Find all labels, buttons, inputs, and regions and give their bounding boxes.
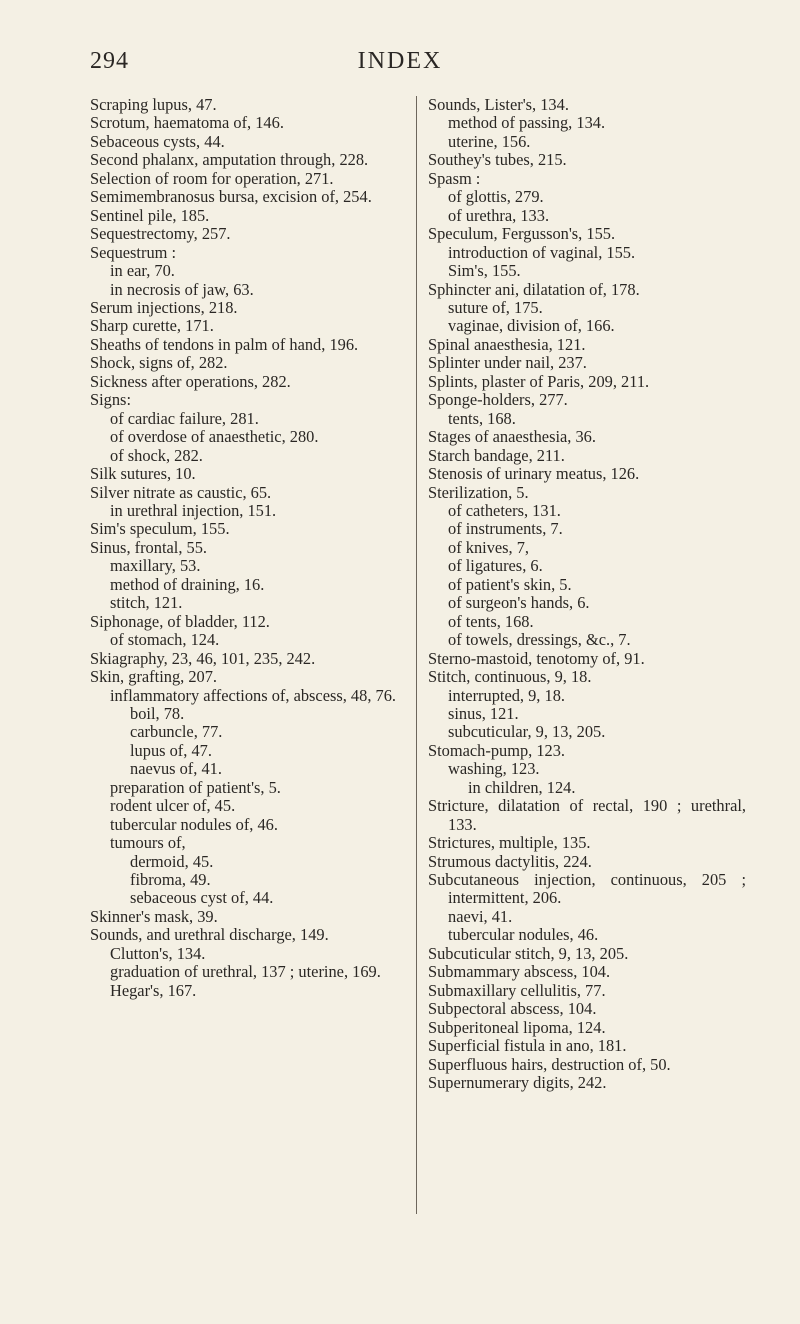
index-entry: Subcuticular stitch, 9, 13, 205. [428, 943, 629, 963]
index-entry: Stitch, continuous, 9, 18. [428, 667, 592, 687]
index-subentry: suture of, 175. [448, 297, 543, 317]
index-subentry: Hegar's, 167. [110, 980, 197, 1000]
index-subentry: tubercular nodules, 46. [448, 925, 599, 945]
index-subentry: in necrosis of jaw, 63. [110, 279, 254, 299]
index-column-right [428, 96, 746, 1092]
index-entry: Sphincter ani, dilatation of, 178. [428, 279, 640, 299]
index-entry: Supernumerary digits, 242. [428, 1073, 607, 1093]
index-entry: Sim's speculum, 155. [90, 519, 230, 539]
index-subentry: lupus of, 47. [130, 740, 212, 760]
index-entry: Sponge-holders, 277. [428, 390, 568, 410]
index-entry: Selection of room for operation, 271. [90, 168, 334, 188]
index-entry: Southey's tubes, 215. [428, 150, 567, 170]
index-entry: Sounds, Lister's, 134. [428, 95, 569, 114]
index-subentry: in ear, 70. [110, 261, 175, 281]
index-entry: Shock, signs of, 282. [90, 353, 228, 373]
index-entry: Silver nitrate as caustic, 65. [90, 482, 272, 502]
index-subentry: sebaceous cyst of, 44. [130, 888, 274, 908]
index-subentry: tubercular nodules of, 46. [110, 814, 278, 834]
index-entry: Signs: [90, 390, 131, 410]
index-entry: Sequestrectomy, 257. [90, 224, 231, 244]
index-subentry: maxillary, 53. [110, 556, 201, 576]
page-header [0, 48, 800, 82]
index-subentry: stitch, 121. [110, 593, 183, 613]
index-subentry: of glottis, 279. [448, 187, 544, 207]
index-subentry: dermoid, 45. [130, 851, 214, 871]
index-subentry: in children, 124. [468, 777, 576, 797]
index-subentry: rodent ulcer of, 45. [110, 796, 236, 816]
index-entry: Silk sutures, 10. [90, 464, 196, 484]
index-subentry: fibroma, 49. [130, 870, 211, 890]
index-subentry: method of passing, 134. [448, 113, 606, 133]
index-subentry: sinus, 121. [448, 703, 519, 723]
index-subentry: preparation of patient's, 5. [110, 777, 281, 797]
index-entry: Superfluous hairs, destruction of, 50. [428, 1054, 671, 1074]
index-subentry: of urethra, 133. [448, 205, 550, 225]
index-entry: Sinus, frontal, 55. [90, 537, 208, 557]
index-entry: Stenosis of urinary meatus, 126. [428, 464, 640, 484]
index-entry: Scraping lupus, 47. [90, 95, 217, 114]
index-subentry: tents, 168. [448, 408, 516, 428]
index-entry: Splinter under nail, 237. [428, 353, 587, 373]
index-entry: Serum injections, 218. [90, 297, 238, 317]
index-subentry: carbuncle, 77. [130, 722, 223, 742]
index-entry: Siphonage, of bladder, 112. [90, 611, 270, 631]
index-subentry: of stomach, 124. [110, 630, 220, 650]
index-entry: Sheaths of tendons in palm of hand, 196. [90, 334, 359, 354]
page-number: 294 [90, 48, 129, 74]
index-entry: Sounds, and urethral discharge, 149. [90, 925, 329, 945]
index-entry: Stricture, dilatation of rectal, 190 ; urethral, 133. [428, 796, 746, 834]
index-subentry: of cardiac failure, 281. [110, 408, 259, 428]
page-title: INDEX [357, 48, 443, 74]
index-entry: Scrotum, haematoma of, 146. [90, 113, 284, 133]
index-subentry: interrupted, 9, 18. [448, 685, 565, 705]
index-entry: Submammary abscess, 104. [428, 962, 611, 982]
index-entry: Stomach-pump, 123. [428, 740, 566, 760]
index-subentry: inflammatory affections of, abscess, 48, 76. [110, 685, 397, 705]
index-entry: Strumous dactylitis, 224. [428, 851, 592, 871]
index-subentry: naevus of, 41. [130, 759, 222, 779]
index-subentry: method of draining, 16. [110, 574, 265, 594]
index-subentry: subcuticular, 9, 13, 205. [448, 722, 606, 742]
index-entry: Superficial fistula in ano, 181. [428, 1036, 627, 1056]
index-subentry: of patient's skin, 5. [448, 574, 572, 594]
index-entry: Spasm : [428, 168, 481, 188]
index-subentry: of overdose of anaesthetic, 280. [110, 427, 319, 447]
index-entry: Submaxillary cellulitis, 77. [428, 980, 606, 1000]
index-subentry: washing, 123. [448, 759, 540, 779]
index-subentry: vaginae, division of, 166. [448, 316, 615, 336]
index-entry: Skin, grafting, 207. [90, 667, 218, 687]
index-subentry: graduation of urethral, 137 ; uterine, 169. [110, 962, 381, 982]
index-entry: Splints, plaster of Paris, 209, 211. [428, 371, 650, 391]
index-subentry: of catheters, 131. [448, 500, 561, 520]
index-entry: Skinner's mask, 39. [90, 906, 218, 926]
index-entry: Stages of anaesthesia, 36. [428, 427, 596, 447]
index-entry: Sterno-mastoid, tenotomy of, 91. [428, 648, 645, 668]
index-entry: Skiagraphy, 23, 46, 101, 235, 242. [90, 648, 316, 668]
index-subentry: boil, 78. [130, 703, 185, 723]
index-entry: Second phalanx, amputation through, 228. [90, 150, 369, 170]
index-entry: Subperitoneal lipoma, 124. [428, 1017, 606, 1037]
index-subentry: of shock, 282. [110, 445, 203, 465]
index-entry: Speculum, Fergusson's, 155. [428, 224, 616, 244]
index-entry: Strictures, multiple, 135. [428, 833, 591, 853]
index-entry: Sentinel pile, 185. [90, 205, 210, 225]
index-subentry: of tents, 168. [448, 611, 534, 631]
index-subentry: tumours of, [110, 833, 186, 853]
index-subentry: Clutton's, 134. [110, 943, 206, 963]
index-subentry: introduction of vaginal, 155. [448, 242, 636, 262]
index-entry: Starch bandage, 211. [428, 445, 565, 465]
column-divider [416, 96, 417, 1214]
index-subentry: of surgeon's hands, 6. [448, 593, 590, 613]
index-subentry: uterine, 156. [448, 131, 531, 151]
index-subentry: of knives, 7, [448, 537, 530, 557]
index-entry: Semimembranosus bursa, excision of, 254. [90, 187, 372, 207]
index-entry: Sharp curette, 171. [90, 316, 214, 336]
index-subentry: naevi, 41. [448, 906, 513, 926]
index-subentry: Sim's, 155. [448, 261, 521, 281]
index-subentry: in urethral injection, 151. [110, 500, 277, 520]
index-entry: Sickness after operations, 282. [90, 371, 291, 391]
index-subentry: of instruments, 7. [448, 519, 563, 539]
index-entry: Subpectoral abscess, 104. [428, 999, 597, 1019]
index-column-left [90, 96, 410, 1000]
index-entry: Sterilization, 5. [428, 482, 529, 502]
index-entry: Spinal anaesthesia, 121. [428, 334, 586, 354]
index-subentry: of towels, dressings, &c., 7. [448, 630, 631, 650]
index-subentry: of ligatures, 6. [448, 556, 543, 576]
index-entry: Sebaceous cysts, 44. [90, 131, 225, 151]
index-entry: Subcutaneous injection, continuous, 205 ; intermittent, 206. [428, 870, 746, 908]
index-entry: Sequestrum : [90, 242, 177, 262]
